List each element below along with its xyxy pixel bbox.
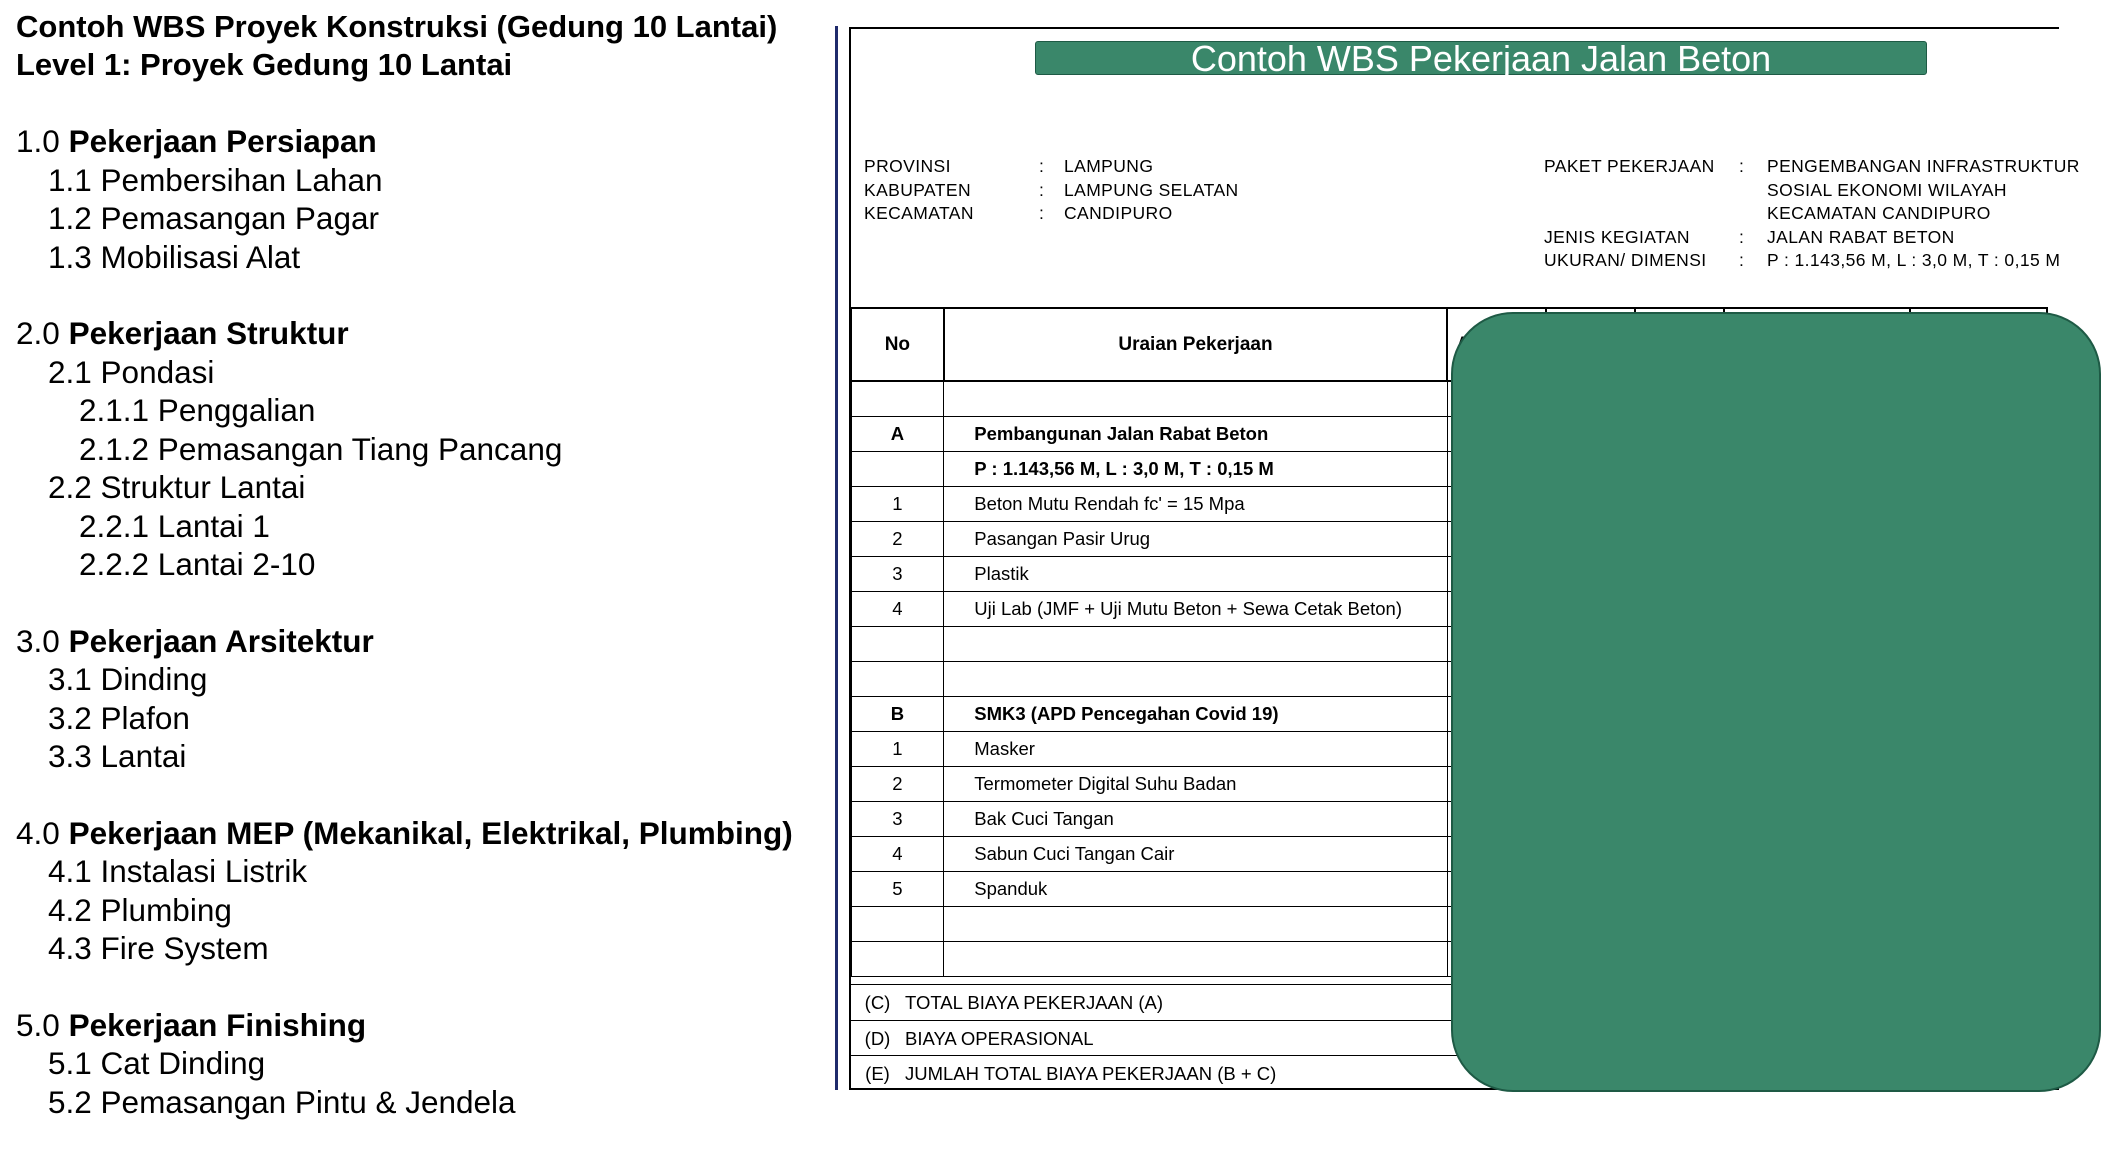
row-number: 1 [851, 732, 944, 767]
info-label: JENIS KEGIATAN [1544, 226, 1690, 247]
total-label: TOTAL BIAYA PEKERJAAN (A) [905, 992, 1164, 1013]
row-number: 4 [851, 837, 944, 872]
info-value: JALAN RABAT BETON [1767, 226, 1955, 247]
row-number: 3 [851, 802, 944, 837]
outline-level2-item: 3.2 Plafon [48, 699, 190, 736]
info-separator: : [1039, 156, 1045, 176]
outline-level1-name: Pekerjaan Arsitektur [68, 622, 374, 659]
outline-level3-item: 2.2.1 Lantai 1 [79, 507, 270, 544]
outline-section [16, 314, 816, 584]
outline-level1-item [16, 622, 816, 661]
row-description: Pasangan Pasir Urug [944, 522, 1447, 557]
outline-level2-item: 4.3 Fire System [48, 930, 269, 966]
row-description: Bak Cuci Tangan [944, 802, 1447, 837]
outline-level2-item: 2.1 Pondasi [48, 353, 215, 390]
info-label: PROVINSI [864, 156, 951, 176]
row-number: B [851, 697, 944, 732]
row-number: 2 [851, 767, 944, 802]
total-code: (E) [865, 1063, 890, 1084]
outline-level1-number: 4.0 [16, 814, 60, 851]
outline-level1-name: Pekerjaan Struktur [68, 315, 349, 351]
outline-section [16, 1006, 816, 1122]
info-value: SOSIAL EKONOMI WILAYAH [1767, 179, 2007, 200]
outline-level2-item: 5.1 Cat Dinding [48, 1045, 266, 1081]
outline-subtitle: Level 1: Proyek Gedung 10 Lantai [16, 47, 513, 82]
info-separator: : [1039, 203, 1045, 223]
info-separator: : [1739, 156, 1745, 176]
row-description: Pembangunan Jalan Rabat Beton [944, 417, 1447, 452]
row-number: 4 [851, 592, 944, 627]
outline-level3-item: 2.1.2 Pemasangan Tiang Pancang [79, 430, 563, 467]
info-value: PENGEMBANGAN INFRASTRUKTUR [1767, 156, 2080, 176]
row-description [944, 381, 1447, 417]
outline-level2-item: 3.3 Lantai [48, 738, 187, 774]
outline-level1-name: Pekerjaan Persiapan [68, 123, 377, 159]
document-banner: Contoh WBS Pekerjaan Jalan Beton [1035, 41, 1927, 75]
outline-level1-item [16, 122, 816, 161]
row-description: Spanduk [944, 872, 1447, 907]
info-value: P : 1.143,56 M, L : 3,0 M, T : 0,15 M [1767, 250, 2061, 270]
total-label: BIAYA OPERASIONAL [905, 1027, 1094, 1049]
outline-level2-item: 4.2 Plumbing [48, 891, 232, 928]
row-number: 3 [851, 557, 944, 592]
row-description [944, 662, 1447, 697]
row-description: Masker [944, 732, 1447, 767]
row-description [944, 942, 1447, 977]
info-value: CANDIPURO [1064, 203, 1173, 223]
outline-level1-item [16, 814, 816, 853]
outline-level1-name: Pekerjaan Finishing [68, 1006, 367, 1043]
outline-level1-number: 2.0 [16, 315, 60, 351]
outline-level2-item: 5.2 Pemasangan Pintu & Jendela [48, 1083, 516, 1120]
wbs-outline [16, 8, 816, 1121]
row-description: Sabun Cuci Tangan Cair [944, 837, 1447, 872]
outline-level1-name: Pekerjaan MEP (Mekanikal, Elektrikal, Plumbing) [68, 814, 793, 851]
row-number [851, 452, 944, 487]
info-value: LAMPUNG [1064, 156, 1154, 176]
outline-level2-item: 1.1 Pembersihan Lahan [48, 161, 383, 198]
row-number: A [851, 417, 944, 452]
outline-section [16, 814, 816, 968]
row-description [944, 627, 1447, 662]
column-header: Uraian Pekerjaan [944, 308, 1447, 381]
row-number [851, 907, 944, 942]
info-label: PAKET PEKERJAAN [1544, 156, 1715, 176]
outline-level1-number: 5.0 [16, 1006, 60, 1043]
outline-level2-item: 1.2 Pemasangan Pagar [48, 200, 379, 236]
row-number: 1 [851, 487, 944, 522]
row-number [851, 381, 944, 417]
info-label: UKURAN/ DIMENSI [1544, 250, 1707, 270]
outline-level1-item [16, 314, 816, 353]
row-description: Beton Mutu Rendah fc' = 15 Mpa [944, 487, 1447, 522]
total-code: (C) [864, 992, 891, 1013]
row-number: 5 [851, 872, 944, 907]
outline-level2-item: 2.2 Struktur Lantai [48, 469, 306, 505]
total-code: (D) [864, 1027, 891, 1049]
outline-level2-item: 4.1 Instalasi Listrik [48, 853, 308, 889]
row-number: 2 [851, 522, 944, 557]
outline-level1-number: 1.0 [16, 123, 60, 159]
row-description: P : 1.143,56 M, L : 3,0 M, T : 0,15 M [944, 452, 1447, 487]
outline-level3-item: 2.1.1 Penggalian [79, 392, 316, 428]
info-separator: : [1739, 250, 1745, 270]
row-description [944, 907, 1447, 942]
redaction-overlay [1451, 312, 2101, 1092]
outline-level2-item: 3.1 Dinding [48, 661, 208, 697]
row-number [851, 627, 944, 662]
info-value: LAMPUNG SELATAN [1064, 179, 1239, 200]
outline-section [16, 122, 816, 276]
row-description: Uji Lab (JMF + Uji Mutu Beton + Sewa Cetak Beton) [944, 592, 1447, 627]
outline-level1-number: 3.0 [16, 622, 60, 659]
row-description: Plastik [944, 557, 1447, 592]
info-label: KECAMATAN [864, 203, 974, 223]
outline-sections [16, 122, 816, 1121]
info-separator: : [1739, 226, 1745, 247]
outline-level3-item: 2.2.2 Lantai 2-10 [79, 546, 316, 582]
row-number [851, 662, 944, 697]
column-header: No [851, 308, 944, 381]
info-separator: : [1039, 179, 1045, 200]
row-description: Termometer Digital Suhu Badan [944, 767, 1447, 802]
row-number [851, 942, 944, 977]
outline-level2-item: 1.3 Mobilisasi Alat [48, 238, 301, 275]
outline-title: Contoh WBS Proyek Konstruksi (Gedung 10 Lantai) [16, 9, 778, 44]
total-label: JUMLAH TOTAL BIAYA PEKERJAAN (B + C) [905, 1063, 1277, 1084]
info-label: KABUPATEN [864, 179, 972, 200]
info-value: KECAMATAN CANDIPURO [1767, 203, 1991, 223]
outline-section [16, 622, 816, 776]
outline-level1-item [16, 1006, 816, 1045]
row-description: SMK3 (APD Pencegahan Covid 19) [944, 697, 1447, 732]
vertical-divider [835, 26, 838, 1090]
